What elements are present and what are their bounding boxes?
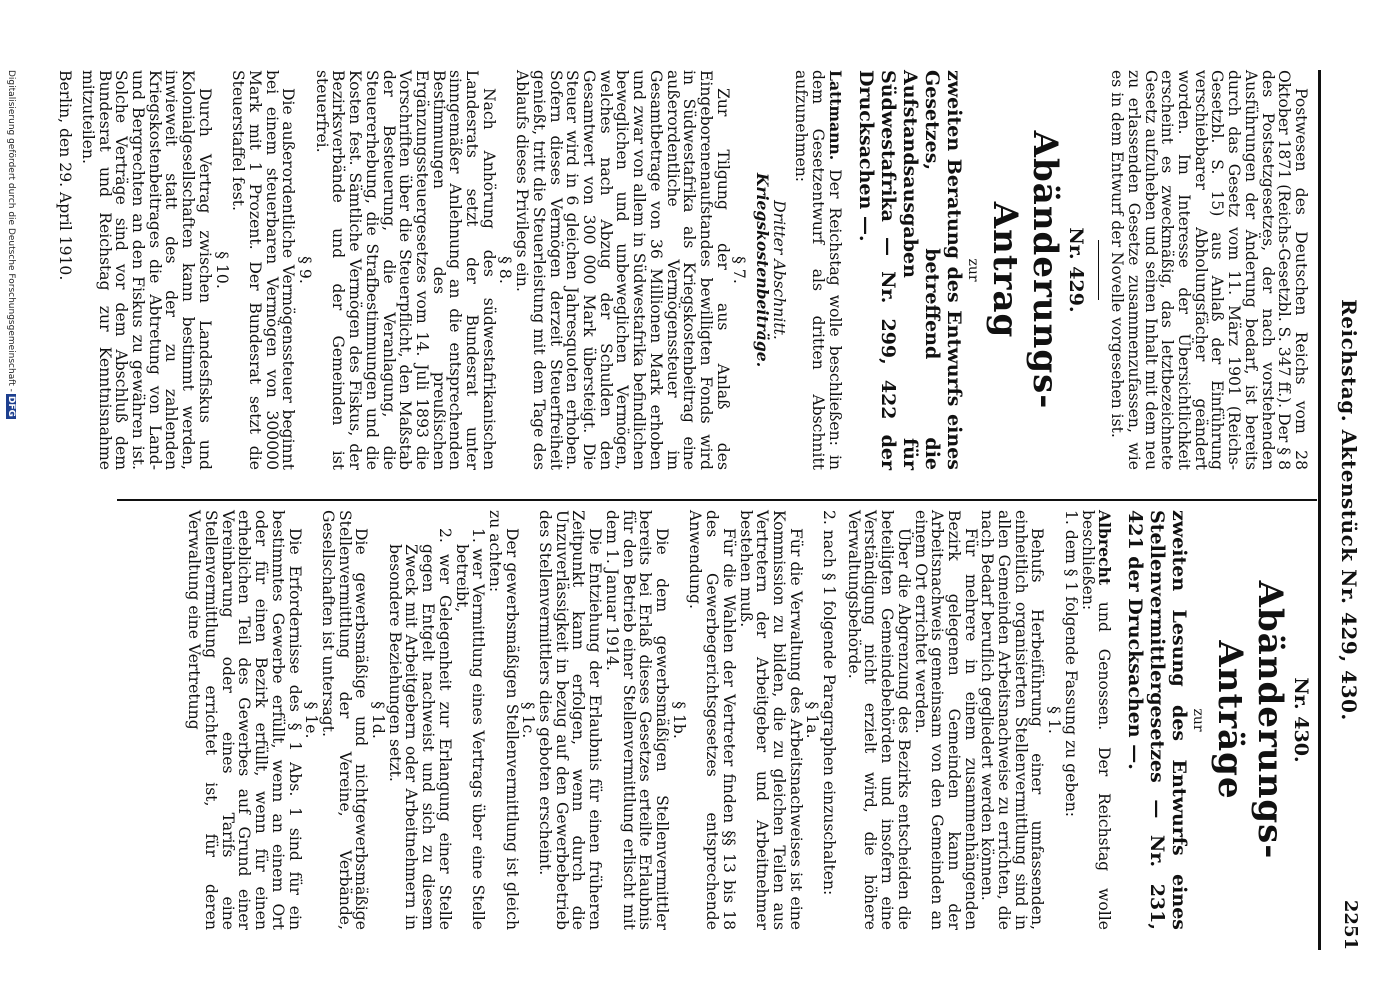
column-divider <box>117 499 1317 501</box>
paragraph-text: Zur Tilgung der aus Anlaß des Eingeborenenaufstandes bewilligten Fonds wird in Südwestafrika als Kriegskostenbeitrag eine außerordentliche Vermögenssteuer im Gesamtbetrage von 36 Millionen Mark erhoben und zwar von allem in Südwestafrika befindlichen beweglichen und unbeweglichen Vermögen, welches nach Abzug der Schulden den Gesamtwert von 300 000 Mark übersteigt. Die Steuer wird in 6 gleichen Jahresquoten erhoben. Sofern dieses Vermögen derzeit Steuerfreiheit genießt, tritt die Steuerleistung mit dem Tage des Ablaufs dieses Privilegs ein. <box>513 70 732 470</box>
document-number: Nr. 429. <box>1064 227 1087 313</box>
footer-text: Digitalisierung gefördert durch die Deutsche Forschungsgemeinschaft - <box>6 70 16 392</box>
paragraph-text: Die Erfordernisse des § 1 Abs. 1 sind für ein bestimmtes Gewerbe erfüllt, wenn an einem Ort oder für einen Bezirk erfüllt, wenn für einen erheblichen Teil des Gewerbes auf Grund einer Vereinbarung oder eines Tarifs eine Stellenvermittlung errichtet ist, für deren Verwaltung eine Vertretung <box>185 510 304 930</box>
paragraph-text: Behufs Herbeiführung einer umfassenden, einheitlich organisierten Stellenvermittlung sind in allen Gemeinden Arbeitsnachweise zu errichten, die nach Bedarf beruflich gegliedert werden können. <box>978 510 1047 930</box>
paragraph-label: § 7. <box>730 256 749 284</box>
list-item: 1. wer Vermittlung eines Vertrags über eine Stelle betreibt, <box>452 528 488 930</box>
paragraph-label: § 1b. <box>669 701 688 739</box>
paragraph-text: Die Entziehung der Erlaubnis für einen früheren Zeitpunkt kann erfolgen, wenn durch die Unzuverlässigkeit in bezug auf den Gewerbebetrieb des Stellenvermittlers dies geboten erscheint. <box>536 510 605 930</box>
list-item: 2. wer Gelegenheit zur Erlangung einer Stelle gegen Entgelt nachweist und sich zu diesem Zweck mit Arbeitgebern oder Arbeitnehmern in besondere Beziehungen setzt. <box>385 528 454 930</box>
paragraph-text: Für mehrere in einem zusammenhängenden Bezirk gelegenen Gemeinden kann der Arbeitsnachweis gemeinsam von den Gemeinden an einem Ort errichtet werden. <box>911 510 980 930</box>
document-number: Nr. 430. <box>1290 677 1312 763</box>
page-number: 2251 <box>1340 899 1361 950</box>
header-rule <box>1318 70 1321 950</box>
motion-text: Der Reichstag wolle beschließen: in dem Gesetzentwurf als dritten Abschnitt aufzunehmen: <box>792 70 844 470</box>
heading-connector: zur <box>1190 708 1207 732</box>
paragraph-text: Über die Abgrenzung des Bezirks entscheiden die beteiligten Gemeindebehörden und insofern eine Verständigung nicht erzielt wird, die höhere Verwaltungsbehörde. <box>844 510 913 930</box>
document-subject: zweiten Lesung des Entwurfs eines Stellenvermittlergesetzes — Nr. 231, 421 der Drucksachen —. <box>1124 510 1191 930</box>
header-title: Reichstag. Aktenstück Nr. 429, 430. <box>1337 299 1361 721</box>
left-column <box>41 70 1309 470</box>
running-header <box>1331 70 1361 950</box>
paragraph-text: Die dem gewerbsmäßigen Stellenvermittler bereits bei Erlaß dieses Gesetzes erteilte Erlaubnis für den Betrieb einer Stellenvermittlung erlischt mit dem 1. Januar 1914. <box>602 510 672 930</box>
motion-text: und Genossen. Der Reichstag wolle beschließen: <box>1078 510 1114 930</box>
paragraph-label: § 8. <box>496 256 515 284</box>
paragraph-label: § 9. <box>296 256 315 284</box>
paragraph-label: § 1c. <box>519 701 538 739</box>
paragraph-text: Der gewerbsmäßigen Stellenvermittlung ist gleich zu achten: <box>485 510 521 930</box>
paragraph-text: Die gewerbsmäßige und nichtgewerbsmäßige Stellenvermittlung der Vereine, Verbände, Gesellschaften ist untersagt. <box>318 510 371 930</box>
section-subtitle: Kriegskostenbeiträge. <box>753 172 773 368</box>
document-heading: Abänderungs-Antrag <box>984 130 1065 410</box>
dfg-logo: DFG <box>6 395 16 417</box>
paragraph-text: Die außerordentliche Vermögenssteuer beginnt bei einem steuerbaren Vermögen von 300000 Mark mit 1 Prozent. Der Bundesrat setzt die Steuerstaffel fest. <box>229 70 298 470</box>
paragraph-label: § 1a. <box>803 701 822 739</box>
mover-name: Lattmann. <box>825 70 845 161</box>
separator-rule <box>1098 240 1099 300</box>
section-title: Dritter Abschnitt. <box>769 200 788 340</box>
paragraph-text: Für die Verwaltung des Arbeitsnachweises ist eine Kommission zu bilden, die zu gleichen Teilen aus Vertretern der Arbeitgeber und Arbeitnehmer bestehen muß. <box>736 510 805 930</box>
list-item: 1. dem § 1 folgende Fassung zu geben: <box>1061 510 1080 818</box>
paragraph-text: Durch Vertrag zwischen Landesfiskus und Kolonialgesellschaften kann bestimmt werden, inwieweit statt des der zu zahlenden Kriegskostenbeitrages die Abtretung von Land- und Bergrechten an den Fiskus zu gewähren ist. Solche Verträge sind vor dem Abschluß dem Bundesrat und Reichstag zur Kenntnisnahme mitzuteilen. <box>78 70 214 470</box>
list-item: 2. nach § 1 folgende Paragraphen einzuschalten: <box>820 510 839 896</box>
paragraph-text: Nach Anhörung des südwestafrikanischen Landesrats setzt der Bundesrat unter sinngemäßer Anlehnung an die entsprechenden Bestimmungen des preußischen Ergänzungssteuergesetzes vom 14. Juli 1893 die Vorschriften über die Steuerpflicht, den Maßstab der Besteuerung, die Veranlagung, die Steuererhebung, die Strafbestimmungen und die Kosten fest. Sämtliche Vermögen des Fiskus, der Bezirksverbände und der Gemeinden ist steuerfrei. <box>312 70 498 470</box>
heading-connector: zur <box>964 258 981 282</box>
document-subject: zweiten Beratung des Entwurfs eines Gesetzes, betreffend die Aufstandsausgaben für Südwestafrika — Nr. 299, 422 der Drucksachen —. <box>854 70 965 470</box>
signature-date: Berlin, den 29. April 1910. <box>56 70 75 281</box>
paragraph-label: § 1e. <box>302 701 321 739</box>
paragraph-label: § 1d. <box>369 701 388 739</box>
right-column <box>185 510 1312 930</box>
paragraph-label: § 1. <box>1045 706 1064 734</box>
document-heading: Abänderungs-Anträge <box>1210 580 1291 860</box>
mover-name: Albrecht <box>1095 510 1115 586</box>
intro-paragraph: Postwesen des Deutschen Reichs vom 28 Oktober 1871 (Reichs-Gesetzbl. S. 347 ff.). Der § 8 des Postsetzgesetzes, der nach vorstehenden Ausführungen der Änderung bedarf, ist bereits durch das Gesetz vom 11. März 1901 (Reichs-Gesetzbl. S. 15) aus Anlaß der Einführung verschiebbarer Abholungsfächer geändert worden. Im Interesse der Übersichtlichkeit erscheint es zweckmäßig, das letztbezeichnete Gesetz aufzuheben und seinen Inhalt mit dem neu zu erlassenden Gesetze zusammenzufassen, wie es in dem Entwurf der Novelle vorgesehen ist. <box>1108 70 1310 470</box>
paragraph-text: Für die Wahlen der Vertreter finden §§ 13 bis 18 des Gewerbegerichtsgesetzes entsprechende Anwendung. <box>686 510 738 930</box>
digitization-footer <box>6 70 16 419</box>
paragraph-label: § 10. <box>212 251 231 289</box>
